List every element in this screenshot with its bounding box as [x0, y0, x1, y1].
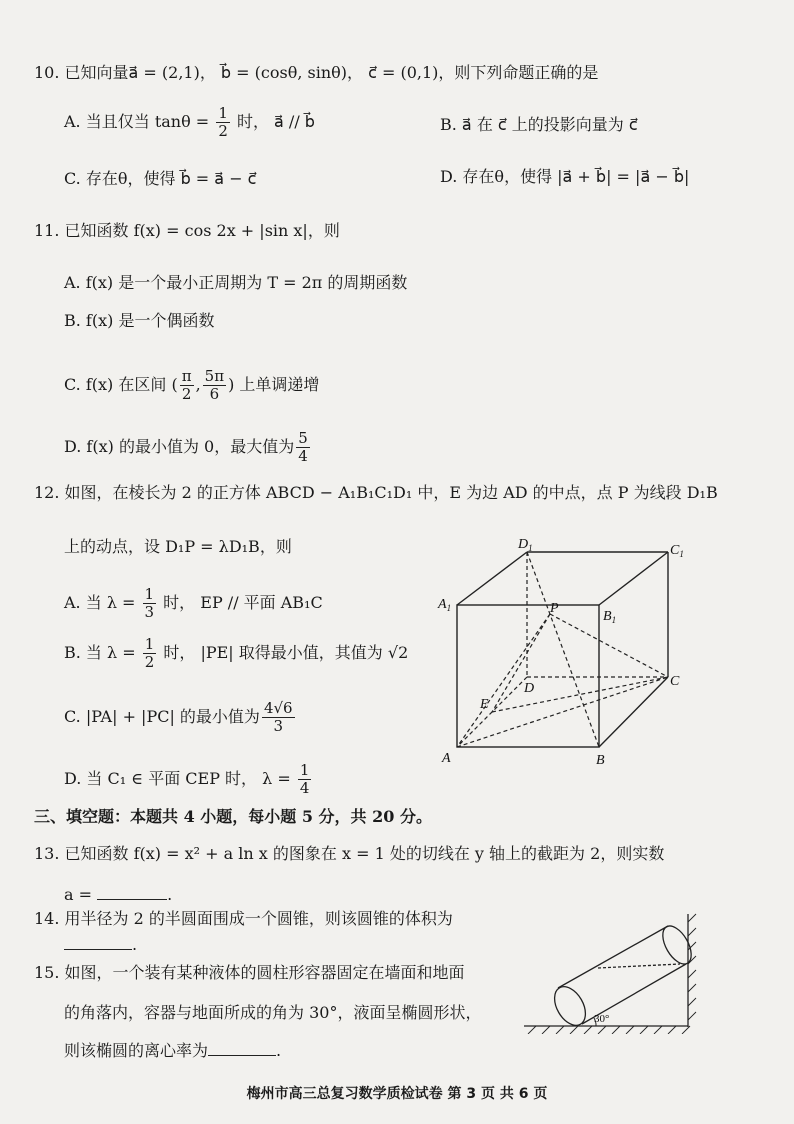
label-d1: $D_1$ — [518, 537, 533, 553]
page-footer: 梅州市高三总复习数学质检试卷 第 3 页 共 6 页 — [246, 1086, 548, 1102]
cube-figure — [430, 530, 700, 770]
label-c: C — [670, 674, 680, 689]
q13-answer: a = . — [64, 885, 173, 904]
label-a1: $A_1$ — [438, 597, 452, 613]
q11-option-b: B. f(x) 是一个偶函数 — [64, 311, 215, 330]
q14-blank[interactable] — [64, 949, 132, 950]
q10-option-c: C. 存在θ，使得 b⃗ = a⃗ − c⃗ — [64, 169, 257, 188]
q10-a-tail: 时， a⃗ // b⃗ — [231, 112, 315, 131]
q15-stem: 15. 如图，一个装有某种液体的圆柱形容器固定在墙面和地面 — [34, 963, 465, 982]
q12-option-d: D. 当 C₁ ∈ 平面 CEP 时， λ = $\frac{1}{4}$ — [64, 761, 310, 797]
q10-stem: 10. 已知向量a⃗ = (2,1)， b⃗ = (cosθ, sinθ)， c⃗ = (0,1)，则下列命题正确的是 — [34, 63, 599, 82]
q12-option-a: A. 当 λ = $\frac{1}{3}$ 时， EP // 平面 AB₁C — [64, 585, 323, 621]
q13-blank[interactable] — [97, 899, 167, 900]
q11-option-d: D. f(x) 的最小值为 0，最大值为 $\frac{5}{4}$ — [64, 429, 308, 465]
q15-line3: 则该椭圆的离心率为 . — [64, 1041, 282, 1060]
q11-stem: 11. 已知函数 f(x) = cos 2x + |sin x|，则 — [34, 221, 340, 240]
section-3-heading: 三、填空题：本题共 4 小题，每小题 5 分，共 20 分。 — [34, 807, 432, 826]
q10-option-b: B. a⃗ 在 c⃗ 上的投影向量为 c⃗ — [440, 115, 638, 134]
label-c1: $C_1$ — [670, 543, 684, 559]
angle-label: 30° — [594, 1013, 610, 1025]
q11-option-c: C. f(x) 在区间 ( $\frac{\pi}{2}$ , $\frac{5\pi}{6}$ ) 上单调递增 — [64, 367, 320, 403]
q15-blank[interactable] — [208, 1055, 276, 1056]
q11-c-frac2: $\frac{5\pi}{6}$ — [204, 367, 225, 403]
q10-a-fraction: $\frac{1}{2}$ — [218, 104, 228, 140]
q14-answer: . — [64, 934, 137, 956]
label-b: B — [596, 753, 605, 768]
cube-front-face — [457, 605, 599, 747]
q12-option-b: B. 当 λ = $\frac{1}{2}$ 时， |PE| 取得最小值，其值为 √2 — [64, 635, 409, 671]
label-e: E — [480, 697, 489, 712]
q10-option-a — [64, 105, 315, 140]
q10-a-text: A. 当且仅当 tanθ = — [64, 112, 215, 131]
cylinder-figure — [520, 912, 700, 1034]
q10-option-d: D. 存在θ，使得 |a⃗ + b⃗| = |a⃗ − b⃗| — [440, 167, 690, 186]
q12-stem-line2: 上的动点，设 D₁P = λD₁B，则 — [64, 537, 292, 556]
q13-stem: 13. 已知函数 f(x) = x² + a ln x 的图象在 x = 1 处的切线在 y 轴上的截距为 2，则实数 — [34, 844, 665, 863]
q11-d-frac: $\frac{5}{4}$ — [298, 429, 308, 465]
q12-stem: 12. 如图，在棱长为 2 的正方体 ABCD − A₁B₁C₁D₁ 中，E 为边 AD 的中点，点 P 为线段 D₁B — [34, 483, 718, 502]
q14-stem: 14. 用半径为 2 的半圆面围成一个圆锥，则该圆锥的体积为 — [34, 909, 453, 928]
q11-c-frac1: $\frac{\pi}{2}$ — [181, 367, 192, 403]
label-d: D — [524, 681, 535, 696]
q15-line2: 的角落内，容器与地面所成的角为 30°，液面呈椭圆形状， — [64, 1003, 482, 1022]
q12-option-c: C. |PA| + |PC| 的最小值为 $\frac{4√6}{3}$ — [64, 699, 293, 735]
label-p: P — [550, 601, 559, 616]
q11-option-a: A. f(x) 是一个最小正周期为 T = 2π 的周期函数 — [64, 273, 408, 292]
label-a: A — [442, 751, 451, 766]
label-b1: $B_1$ — [603, 609, 617, 625]
